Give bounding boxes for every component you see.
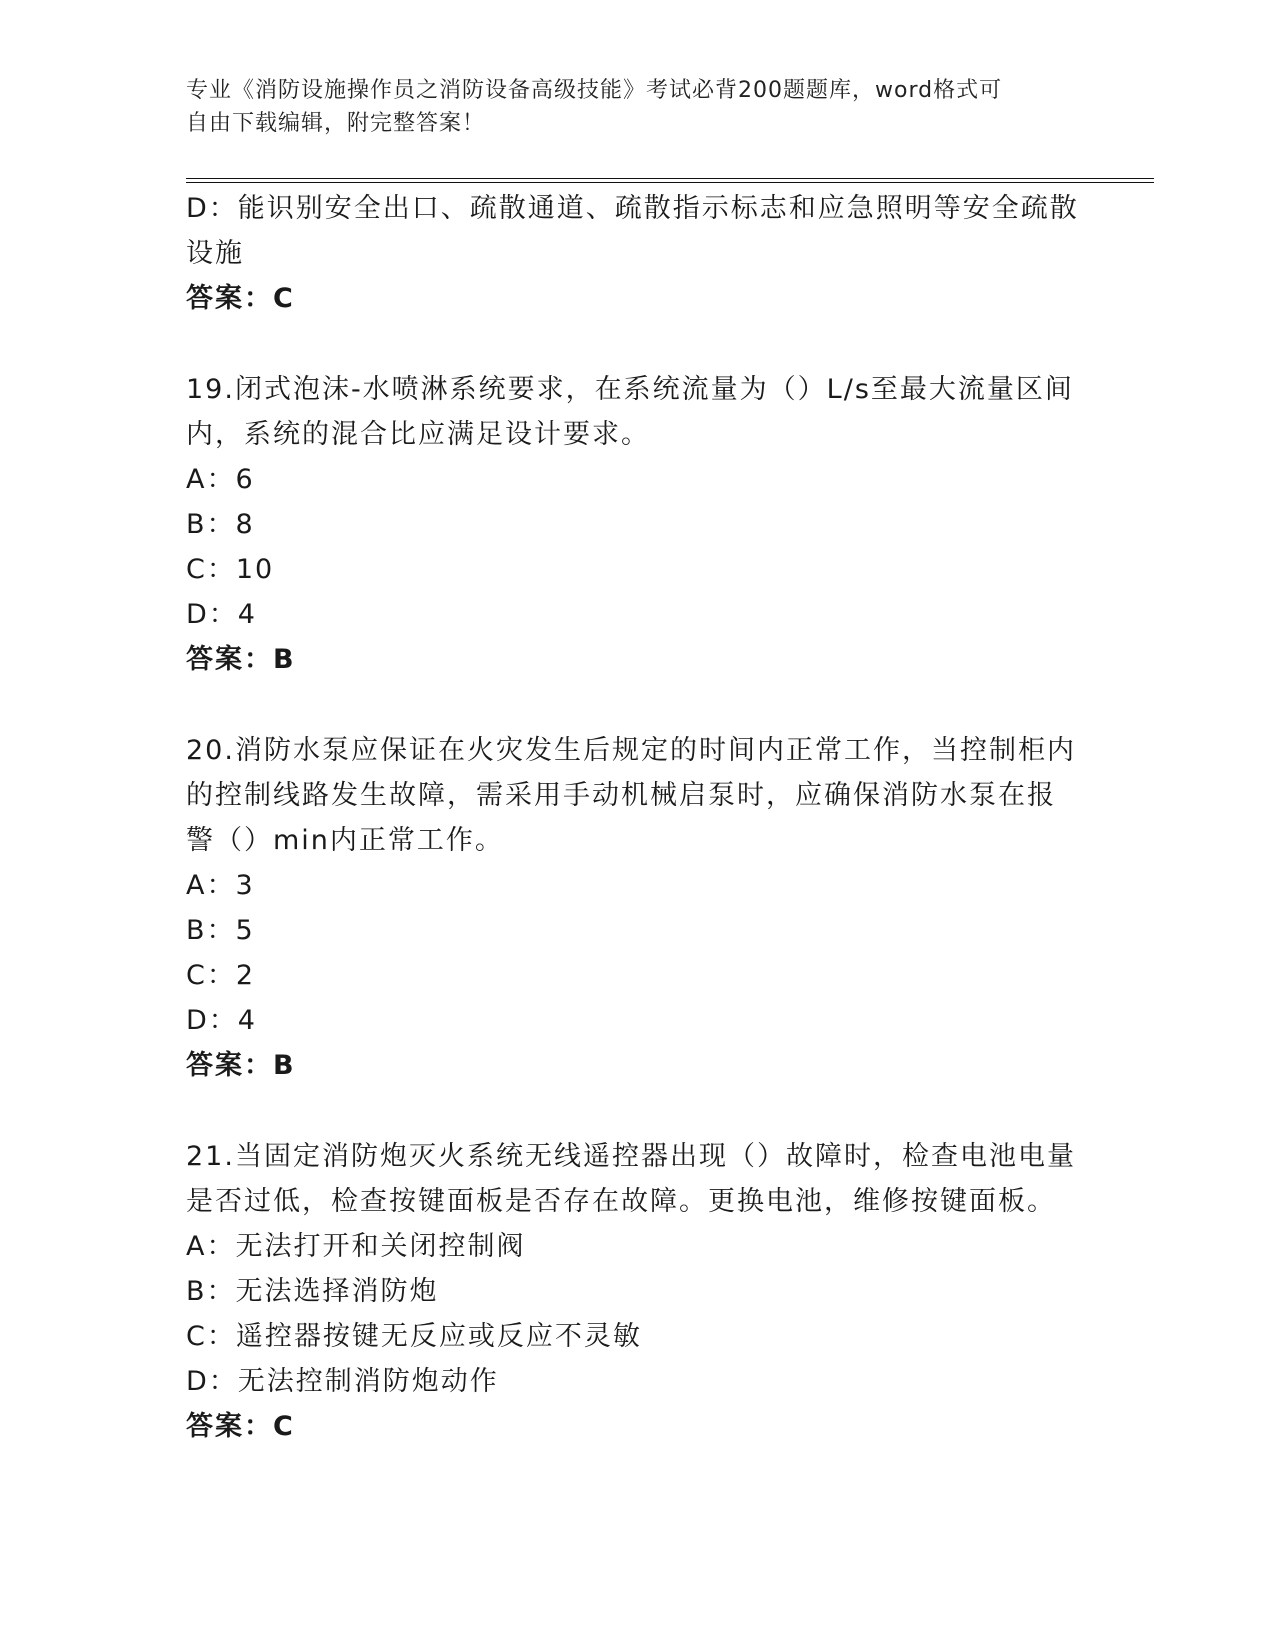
option-d: D：无法控制消防炮动作 (186, 1366, 499, 1397)
question-21 (186, 1134, 1106, 1449)
question-18-tail (186, 186, 1106, 321)
option-a: A：无法打开和关闭控制阀 (186, 1231, 526, 1262)
question-text-line: 警（）min内正常工作。 (186, 825, 504, 856)
option-d-continued: 设施 (186, 238, 244, 269)
option-c: C：10 (186, 554, 275, 585)
answer-line: 答案：C (186, 1411, 295, 1442)
option-c: C：2 (186, 960, 256, 991)
option-d: D：4 (186, 1005, 257, 1036)
question-text-line: 的控制线路发生故障，需采用手动机械启泵时，应确保消防水泵在报 (186, 780, 1056, 811)
question-text-line: 20.消防水泵应保证在火灾发生后规定的时间内正常工作，当控制柜内 (186, 735, 1076, 766)
option-b: B：5 (186, 915, 255, 946)
header-double-rule (186, 178, 1154, 183)
spacer (186, 321, 1106, 367)
option-d: D：4 (186, 599, 257, 630)
option-a: A：6 (186, 464, 255, 495)
header-line-2: 自由下载编辑，附完整答案！ (186, 111, 486, 136)
question-text-line: 19.闭式泡沫-水喷淋系统要求，在系统流量为（）L/s至最大流量区间 (186, 374, 1074, 405)
spacer (186, 682, 1106, 728)
question-text-line: 是否过低，检查按键面板是否存在故障。更换电池，维修按键面板。 (186, 1186, 1056, 1217)
header-line-1: 专业《消防设施操作员之消防设备高级技能》考试必背200题题库，word格式可 (186, 78, 1003, 103)
option-b: B：8 (186, 509, 255, 540)
answer-line: 答案：B (186, 1050, 296, 1081)
option-d: D：能识别安全出口、疏散通道、疏散指示标志和应急照明等安全疏散 (186, 193, 1079, 224)
option-c: C：遥控器按键无反应或反应不灵敏 (186, 1321, 642, 1352)
answer-line: 答案：B (186, 644, 296, 675)
answer-line: 答案：C (186, 283, 295, 314)
question-text-line: 内，系统的混合比应满足设计要求。 (186, 419, 650, 450)
option-a: A：3 (186, 870, 255, 901)
question-20 (186, 728, 1106, 1088)
document-body (186, 186, 1106, 1449)
question-19 (186, 367, 1106, 682)
document-header (186, 74, 1066, 140)
spacer (186, 1088, 1106, 1134)
option-b: B：无法选择消防炮 (186, 1276, 439, 1307)
question-text-line: 21.当固定消防炮灭火系统无线遥控器出现（）故障时，检查电池电量 (186, 1141, 1076, 1172)
